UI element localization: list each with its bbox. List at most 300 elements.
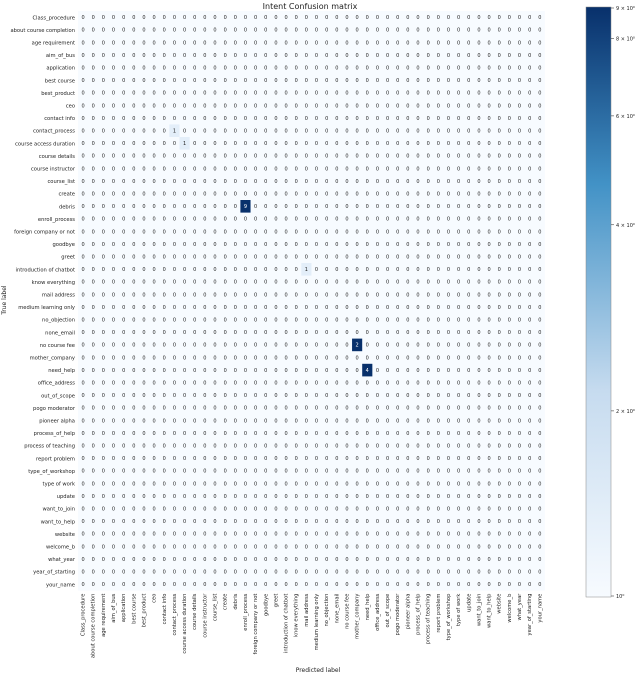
- matrix-cell-value: 0: [81, 493, 85, 500]
- matrix-cell-value: 0: [142, 493, 146, 500]
- matrix-cell-value: 0: [213, 153, 217, 160]
- matrix-cell-value: 0: [345, 128, 349, 135]
- matrix-cell-value: 0: [264, 330, 268, 337]
- matrix-cell-value: 0: [507, 216, 511, 223]
- matrix-cell-value: 0: [294, 506, 298, 513]
- matrix-cell-value: 0: [101, 65, 105, 72]
- matrix-cell-value: 0: [284, 241, 288, 248]
- matrix-cell-value: 0: [477, 569, 481, 576]
- matrix-cell-value: 0: [355, 15, 359, 22]
- matrix-cell-value: 0: [264, 582, 268, 589]
- matrix-cell-value: 0: [385, 393, 390, 400]
- matrix-cell-value: 0: [375, 292, 380, 299]
- matrix-cell-value: 0: [345, 481, 349, 488]
- matrix-cell-value: 0: [467, 254, 471, 261]
- matrix-cell-value: 0: [314, 128, 319, 135]
- x-tick-label: pioneer alpha: [405, 593, 412, 630]
- matrix-cell-value: 0: [264, 254, 268, 261]
- matrix-cell-value: 0: [122, 355, 126, 362]
- matrix-cell-value: 0: [91, 342, 95, 349]
- matrix-cell-value: 0: [487, 153, 491, 160]
- matrix-cell-value: 0: [335, 304, 339, 311]
- matrix-cell-value: 0: [172, 115, 177, 122]
- matrix-cell-value: 0: [355, 506, 359, 513]
- matrix-cell-value: 0: [294, 531, 298, 538]
- matrix-cell-value: 0: [223, 317, 227, 324]
- matrix-cell-value: 0: [325, 380, 329, 387]
- matrix-cell-value: 0: [406, 380, 410, 387]
- matrix-cell-value: 0: [538, 65, 542, 72]
- matrix-cell-value: 0: [467, 355, 471, 362]
- matrix-cell-value: 0: [182, 380, 187, 387]
- matrix-cell-value: 0: [325, 531, 329, 538]
- matrix-cell-value: 0: [517, 65, 522, 72]
- matrix-cell-value: 0: [365, 115, 369, 122]
- matrix-cell-value: 0: [152, 519, 156, 526]
- matrix-cell-value: 0: [385, 128, 390, 135]
- matrix-cell-value: 0: [111, 493, 116, 500]
- matrix-cell-value: 0: [213, 443, 217, 450]
- matrix-cell-value: 0: [203, 78, 207, 85]
- matrix-cell-value: 0: [304, 443, 308, 450]
- matrix-cell-value: 0: [152, 556, 156, 563]
- matrix-cell-value: 0: [152, 191, 156, 198]
- matrix-cell-value: 0: [477, 519, 481, 526]
- matrix-cell-value: 0: [385, 115, 390, 122]
- matrix-cell-value: 0: [325, 40, 329, 47]
- matrix-cell-value: 0: [325, 279, 329, 286]
- matrix-cell-value: 0: [81, 418, 85, 425]
- matrix-cell-value: 0: [385, 456, 390, 463]
- matrix-cell-value: 0: [517, 229, 522, 236]
- matrix-cell-value: 0: [122, 569, 126, 576]
- matrix-cell-value: 0: [193, 191, 197, 198]
- matrix-cell-value: 0: [193, 506, 197, 513]
- matrix-cell-value: 0: [416, 178, 420, 185]
- matrix-cell-value: 0: [538, 418, 542, 425]
- matrix-cell-value: 0: [426, 216, 430, 223]
- matrix-cell-value: 0: [101, 531, 105, 538]
- matrix-cell-value: 0: [375, 191, 380, 198]
- matrix-cell-value: 0: [426, 241, 430, 248]
- matrix-cell-value: 0: [152, 78, 156, 85]
- matrix-cell-value: 0: [284, 40, 288, 47]
- matrix-cell-value: 0: [284, 493, 288, 500]
- matrix-cell-value: 0: [122, 115, 126, 122]
- matrix-cell-value: 0: [345, 65, 349, 72]
- matrix-cell-value: 0: [264, 90, 268, 97]
- matrix-cell-value: 0: [294, 355, 298, 362]
- matrix-cell-value: 0: [528, 90, 532, 97]
- matrix-cell-value: 0: [497, 481, 501, 488]
- matrix-cell-value: 0: [172, 166, 177, 173]
- matrix-cell-value: 0: [172, 380, 177, 387]
- matrix-cell-value: 0: [436, 52, 440, 59]
- matrix-cell-value: 0: [122, 481, 126, 488]
- matrix-cell-value: 0: [385, 191, 390, 198]
- matrix-cell-value: 0: [274, 430, 278, 437]
- matrix-cell-value: 0: [284, 355, 288, 362]
- matrix-cell-value: 0: [101, 405, 105, 412]
- matrix-cell-value: 0: [375, 304, 380, 311]
- matrix-cell-value: 0: [284, 342, 288, 349]
- matrix-cell-value: 0: [365, 128, 369, 135]
- matrix-cell-value: 0: [111, 418, 116, 425]
- matrix-cell-value: 0: [203, 393, 207, 400]
- matrix-cell-value: 0: [304, 481, 308, 488]
- matrix-cell-value: 0: [457, 468, 461, 475]
- matrix-cell-value: 0: [426, 430, 430, 437]
- matrix-cell-value: 0: [355, 279, 359, 286]
- matrix-cell-value: 0: [122, 418, 126, 425]
- matrix-cell-value: 0: [203, 304, 207, 311]
- matrix-cell-value: 0: [193, 330, 197, 337]
- matrix-cell-value: 0: [426, 254, 430, 261]
- matrix-cell-value: 0: [396, 191, 400, 198]
- matrix-cell-value: 0: [193, 15, 197, 22]
- matrix-cell-value: 0: [91, 443, 95, 450]
- matrix-cell-value: 0: [111, 367, 116, 374]
- matrix-cell-value: 0: [457, 141, 461, 148]
- matrix-cell-value: 0: [345, 40, 349, 47]
- matrix-cell-value: 0: [254, 330, 258, 337]
- matrix-cell-value: 0: [284, 292, 288, 299]
- matrix-cell-value: 0: [142, 531, 146, 538]
- matrix-cell-value: 0: [426, 569, 430, 576]
- matrix-cell-value: 0: [101, 556, 105, 563]
- matrix-cell-value: 0: [142, 393, 146, 400]
- x-tick-label: course instructor: [202, 593, 209, 638]
- matrix-cell-value: 0: [91, 267, 95, 274]
- matrix-cell-value: 0: [396, 153, 400, 160]
- matrix-cell-value: 0: [436, 519, 440, 526]
- matrix-cell-value: 0: [304, 204, 308, 211]
- matrix-cell-value: 0: [91, 103, 95, 110]
- matrix-cell-value: 0: [416, 166, 420, 173]
- matrix-cell-value: 0: [111, 582, 116, 589]
- matrix-cell-value: 0: [243, 418, 248, 425]
- matrix-cell-value: 0: [182, 40, 187, 47]
- matrix-cell-value: 0: [345, 544, 349, 551]
- matrix-cell-value: 0: [406, 481, 410, 488]
- matrix-cell-value: 0: [335, 65, 339, 72]
- matrix-cell-value: 0: [172, 52, 177, 59]
- matrix-cell-value: 0: [284, 443, 288, 450]
- matrix-cell-value: 0: [304, 430, 308, 437]
- matrix-cell-value: 0: [193, 103, 197, 110]
- matrix-cell-value: 0: [152, 342, 156, 349]
- matrix-cell-value: 0: [81, 481, 85, 488]
- matrix-cell-value: 0: [426, 317, 430, 324]
- matrix-cell-value: 0: [457, 380, 461, 387]
- matrix-cell-value: 0: [264, 380, 268, 387]
- matrix-cell-value: 0: [406, 141, 410, 148]
- matrix-cell-value: 0: [477, 393, 481, 400]
- matrix-cell-value: 0: [477, 330, 481, 337]
- matrix-cell-value: 0: [213, 204, 217, 211]
- matrix-cell-value: 0: [406, 493, 410, 500]
- matrix-cell-value: 0: [446, 204, 451, 211]
- matrix-cell-value: 0: [385, 204, 390, 211]
- matrix-cell-value: 0: [365, 342, 369, 349]
- matrix-cell-value: 0: [385, 141, 390, 148]
- matrix-cell-value: 0: [203, 254, 207, 261]
- matrix-cell-value: 0: [396, 292, 400, 299]
- matrix-cell-value: 0: [314, 556, 319, 563]
- matrix-cell-value: 0: [426, 141, 430, 148]
- matrix-cell-value: 0: [517, 330, 522, 337]
- matrix-cell-value: 0: [304, 304, 308, 311]
- matrix-cell-value: 0: [203, 292, 207, 299]
- matrix-cell-value: 0: [81, 267, 85, 274]
- matrix-cell-value: 0: [213, 292, 217, 299]
- matrix-cell-value: 0: [365, 506, 369, 513]
- matrix-cell-value: 0: [111, 65, 116, 72]
- matrix-cell-value: 0: [264, 556, 268, 563]
- matrix-cell-value: 0: [375, 456, 380, 463]
- matrix-cell-value: 0: [375, 115, 380, 122]
- matrix-cell-value: 0: [426, 40, 430, 47]
- matrix-cell-value: 0: [528, 569, 532, 576]
- y-tick-label: aim_of_bus: [45, 53, 75, 60]
- matrix-cell-value: 0: [142, 153, 146, 160]
- matrix-cell-value: 0: [233, 443, 237, 450]
- matrix-cell-value: 0: [385, 342, 390, 349]
- matrix-cell-value: 0: [325, 27, 329, 34]
- matrix-cell-value: 0: [152, 481, 156, 488]
- matrix-cell-value: 0: [264, 78, 268, 85]
- matrix-cell-value: 0: [304, 582, 308, 589]
- matrix-cell-value: 0: [436, 103, 440, 110]
- matrix-cell-value: 0: [132, 15, 136, 22]
- matrix-cell-value: 0: [345, 52, 349, 59]
- matrix-cell-value: 0: [162, 27, 166, 34]
- matrix-cell-value: 0: [101, 292, 105, 299]
- y-tick-label: welcome_b: [45, 544, 75, 551]
- matrix-cell-value: 0: [152, 241, 156, 248]
- matrix-cell-value: 0: [467, 40, 471, 47]
- matrix-cell-value: 0: [538, 279, 542, 286]
- matrix-cell-value: 0: [507, 279, 511, 286]
- matrix-cell-value: 0: [101, 468, 105, 475]
- matrix-cell-value: 0: [172, 304, 177, 311]
- x-tick-label: course details: [192, 593, 199, 630]
- matrix-cell-value: 0: [396, 456, 400, 463]
- matrix-cell-value: 0: [182, 241, 187, 248]
- matrix-cell-value: 0: [142, 78, 146, 85]
- matrix-cell-value: 0: [132, 443, 136, 450]
- matrix-cell-value: 0: [335, 115, 339, 122]
- matrix-cell-value: 0: [182, 468, 187, 475]
- matrix-cell-value: 0: [528, 456, 532, 463]
- matrix-cell-value: 0: [314, 367, 319, 374]
- matrix-cell-value: 0: [457, 456, 461, 463]
- matrix-cell-value: 0: [91, 468, 95, 475]
- y-tick-label: contact_process: [33, 128, 75, 135]
- y-tick-label: introduction of chatbot: [15, 267, 75, 274]
- matrix-cell-value: 0: [294, 229, 298, 236]
- matrix-cell-value: 0: [406, 556, 410, 563]
- matrix-cell-value: 0: [457, 367, 461, 374]
- matrix-cell-value: 0: [426, 405, 430, 412]
- matrix-cell-value: 0: [294, 65, 298, 72]
- matrix-cell-value: 0: [517, 430, 522, 437]
- matrix-cell-value: 0: [375, 468, 380, 475]
- matrix-cell-value: 0: [335, 355, 339, 362]
- matrix-cell-value: 0: [436, 582, 440, 589]
- matrix-cell-value: 0: [274, 128, 278, 135]
- matrix-cell-value: 0: [274, 393, 278, 400]
- matrix-cell-value: 0: [416, 569, 420, 576]
- matrix-cell-value: 0: [233, 317, 237, 324]
- matrix-cell-value: 0: [385, 103, 390, 110]
- matrix-cell-value: 0: [162, 330, 166, 337]
- y-tick-label: greet: [61, 254, 75, 261]
- matrix-cell-value: 0: [446, 355, 451, 362]
- matrix-cell-value: 0: [142, 229, 146, 236]
- matrix-cell-value: 0: [487, 544, 491, 551]
- matrix-cell-value: 0: [233, 204, 237, 211]
- matrix-cell-value: 0: [314, 40, 319, 47]
- matrix-cell-value: 0: [254, 342, 258, 349]
- matrix-cell-value: 0: [81, 229, 85, 236]
- matrix-cell-value: 0: [91, 78, 95, 85]
- matrix-cell-value: 0: [193, 443, 197, 450]
- matrix-cell-value: 0: [314, 342, 319, 349]
- matrix-cell-value: 0: [274, 304, 278, 311]
- y-tick-label: report problem: [36, 456, 75, 463]
- matrix-cell-value: 0: [355, 141, 359, 148]
- matrix-cell-value: 0: [436, 229, 440, 236]
- matrix-cell-value: 0: [477, 178, 481, 185]
- matrix-cell-value: 0: [457, 166, 461, 173]
- matrix-cell-value: 0: [91, 292, 95, 299]
- matrix-cell-value: 0: [122, 241, 126, 248]
- matrix-cell-value: 0: [345, 15, 349, 22]
- matrix-cell-value: 0: [517, 519, 522, 526]
- matrix-cell-value: 0: [304, 506, 308, 513]
- matrix-cell-value: 0: [142, 481, 146, 488]
- x-tick-label: what_year: [517, 593, 524, 621]
- matrix-cell-value: 0: [111, 115, 116, 122]
- matrix-cell-value: 0: [528, 166, 532, 173]
- matrix-cell-value: 0: [294, 330, 298, 337]
- matrix-cell-value: 0: [507, 342, 511, 349]
- matrix-cell-value: 0: [162, 430, 166, 437]
- matrix-cell-value: 0: [264, 367, 268, 374]
- matrix-cell-value: 0: [487, 191, 491, 198]
- matrix-cell-value: 0: [365, 204, 369, 211]
- matrix-cell-value: 0: [325, 393, 329, 400]
- matrix-cell-value: 0: [132, 544, 136, 551]
- matrix-cell-value: 0: [325, 103, 329, 110]
- matrix-cell-value: 0: [81, 519, 85, 526]
- matrix-cell-value: 0: [274, 569, 278, 576]
- matrix-cell-value: 0: [132, 141, 136, 148]
- matrix-cell-value: 0: [365, 178, 369, 185]
- matrix-cell-value: 0: [274, 292, 278, 299]
- matrix-cell-value: 2: [355, 342, 359, 349]
- matrix-cell-value: 0: [91, 582, 95, 589]
- matrix-cell-value: 0: [446, 330, 451, 337]
- matrix-cell-value: 0: [294, 393, 298, 400]
- matrix-cell-value: 0: [497, 569, 501, 576]
- matrix-cell-value: 0: [487, 254, 491, 261]
- matrix-cell-value: 0: [416, 367, 420, 374]
- matrix-cell-value: 0: [132, 342, 136, 349]
- matrix-cell-value: 0: [233, 569, 237, 576]
- matrix-cell-value: 0: [375, 279, 380, 286]
- matrix-cell-value: 0: [203, 178, 207, 185]
- matrix-cell-value: 0: [325, 443, 329, 450]
- matrix-cell-value: 0: [182, 304, 187, 311]
- matrix-cell-value: 0: [426, 191, 430, 198]
- matrix-cell-value: 0: [274, 166, 278, 173]
- matrix-cell-value: 0: [81, 506, 85, 513]
- matrix-cell-value: 0: [254, 405, 258, 412]
- matrix-cell-value: 0: [325, 481, 329, 488]
- matrix-cell-value: 0: [132, 178, 136, 185]
- matrix-cell-value: 0: [365, 519, 369, 526]
- matrix-cell-value: 0: [274, 582, 278, 589]
- matrix-cell-value: 0: [477, 279, 481, 286]
- matrix-cell-value: 0: [101, 216, 105, 223]
- matrix-cell-value: 0: [477, 78, 481, 85]
- matrix-cell-value: 0: [385, 418, 390, 425]
- matrix-cell-value: 0: [487, 468, 491, 475]
- matrix-cell-value: 0: [517, 418, 522, 425]
- matrix-cell-value: 0: [213, 493, 217, 500]
- matrix-cell-value: 0: [446, 393, 451, 400]
- matrix-cell-value: 0: [355, 493, 359, 500]
- matrix-cell-value: 0: [223, 128, 227, 135]
- matrix-cell-value: 0: [325, 556, 329, 563]
- matrix-cell-value: 0: [172, 519, 177, 526]
- matrix-cell-value: 0: [264, 531, 268, 538]
- matrix-cell-value: 0: [101, 191, 105, 198]
- x-tick-label: out_of_scope: [385, 593, 392, 628]
- matrix-cell-value: 0: [507, 380, 511, 387]
- matrix-cell-value: 0: [193, 582, 197, 589]
- matrix-cell-value: 0: [122, 279, 126, 286]
- matrix-cell-value: 0: [385, 443, 390, 450]
- matrix-cell-value: 0: [294, 191, 298, 198]
- matrix-cell-value: 0: [355, 65, 359, 72]
- matrix-cell-value: 0: [406, 330, 410, 337]
- matrix-cell-value: 0: [396, 216, 400, 223]
- matrix-cell-value: 0: [375, 241, 380, 248]
- matrix-cell-value: 0: [223, 267, 227, 274]
- matrix-cell-value: 0: [132, 506, 136, 513]
- matrix-cell-value: 0: [81, 153, 85, 160]
- matrix-cell-value: 0: [325, 267, 329, 274]
- matrix-cell-value: 0: [264, 267, 268, 274]
- matrix-cell-value: 0: [538, 317, 542, 324]
- matrix-cell-value: 0: [426, 166, 430, 173]
- matrix-cell-value: 0: [355, 330, 359, 337]
- matrix-cell-value: 0: [81, 468, 85, 475]
- matrix-cell-value: 0: [385, 481, 390, 488]
- matrix-cell-value: 0: [294, 430, 298, 437]
- matrix-cell-value: 0: [426, 355, 430, 362]
- matrix-cell-value: 0: [142, 128, 146, 135]
- matrix-cell-value: 0: [355, 40, 359, 47]
- matrix-cell-value: 0: [203, 443, 207, 450]
- matrix-cell-value: 0: [233, 141, 237, 148]
- matrix-cell-value: 0: [193, 229, 197, 236]
- matrix-cell-value: 0: [132, 279, 136, 286]
- matrix-cell-value: 0: [436, 405, 440, 412]
